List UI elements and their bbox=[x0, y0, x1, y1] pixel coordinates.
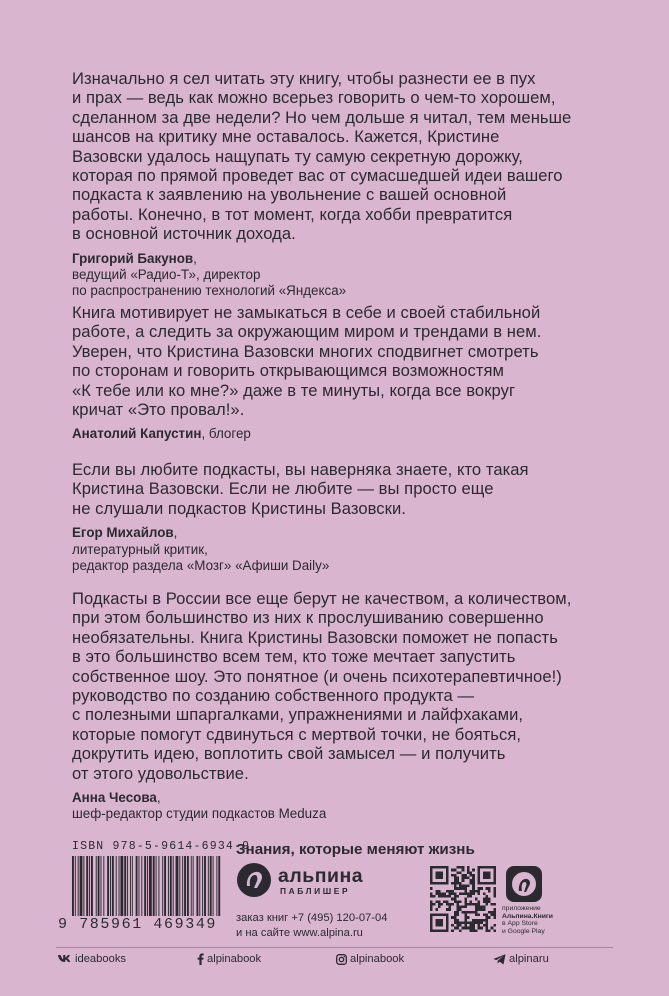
alpina-books-app-icon bbox=[506, 866, 542, 902]
social-facebook[interactable] bbox=[197, 953, 261, 965]
author-name: Егор Михайлов bbox=[72, 525, 174, 541]
alpina-logo-icon bbox=[236, 862, 272, 898]
social-handle: alpinabook bbox=[350, 953, 405, 965]
app-line: в App Store bbox=[502, 920, 538, 928]
review-bakunov bbox=[72, 69, 600, 300]
quote-line: работы. Конечно, в тот момент, когда хобби превратится bbox=[72, 204, 513, 224]
quote-line: сделанном за две недели? Но чем дольше я читал, тем меньше bbox=[72, 107, 572, 127]
review-author bbox=[72, 790, 600, 823]
review-kapustin bbox=[72, 303, 600, 443]
quote-line: подкаста к заявлению на увольнение с вашей основной bbox=[72, 185, 507, 205]
review-quote bbox=[72, 589, 600, 783]
quote-line: Изначально я сел читать эту книгу, чтобы разнести ее в пух bbox=[72, 69, 536, 88]
quote-line: и прах — ведь как можно всерьез говорить о чем-то хорошем, bbox=[72, 88, 556, 108]
publisher-logo bbox=[236, 862, 396, 904]
author-name: Григорий Бакунов bbox=[72, 250, 194, 266]
quote-line: необязательны. Книга Кристины Вазовски поможет не попасть bbox=[72, 627, 558, 647]
quote-line: кричат «Это провал!». bbox=[72, 400, 245, 420]
app-line: приложение bbox=[502, 905, 541, 912]
author-role: , блогер bbox=[201, 426, 251, 442]
review-quote bbox=[72, 303, 600, 419]
order-info bbox=[236, 911, 387, 940]
social-handle: ideabooks bbox=[75, 953, 127, 965]
quote-line: докрутить идею, воплотить свой замысел — и получить bbox=[72, 744, 506, 764]
author-name: Анна Чесова bbox=[72, 790, 157, 806]
barcode-number: 9 785961 469349 bbox=[58, 916, 218, 933]
review-author bbox=[72, 525, 600, 574]
quote-line: шансов на критику мне оставалось. Кажется, Кристине bbox=[72, 127, 500, 147]
quote-line: в основной источник дохода. bbox=[72, 224, 296, 244]
app-line: и Google Play bbox=[502, 927, 545, 935]
app-name: Альпина.Книги bbox=[502, 912, 553, 920]
order-site[interactable]: и на сайте www.alpina.ru bbox=[236, 926, 363, 939]
quote-line: работе, а следить за окружающим миром и трендами в нем. bbox=[72, 322, 542, 342]
quote-line: Подкасты в России все еще берут не качеством, а количеством, bbox=[72, 589, 572, 608]
social-handle: alpinaru bbox=[509, 953, 549, 965]
quote-line: Книга мотивирует не замыкаться в себе и своей стабильной bbox=[72, 303, 541, 322]
author-role: редактор раздела «Мозг» «Афиши Daily» bbox=[72, 557, 330, 573]
author-role: по распространению технологий «Яндекса» bbox=[72, 283, 347, 299]
quote-line: Если вы любите подкасты, вы наверняка знаете, кто такая bbox=[72, 460, 529, 479]
review-quote bbox=[72, 460, 600, 518]
publisher-name: альпина bbox=[278, 865, 364, 887]
quote-line: Кристина Вазовски. Если не любите — вы просто еще bbox=[72, 479, 494, 499]
quote-line: с полезными шпаргалками, упражнениями и лайфхаками, bbox=[72, 705, 524, 725]
quote-line: Вазовски удалось нащупать ту самую секретную дорожку, bbox=[72, 146, 523, 166]
qr-code bbox=[430, 866, 496, 932]
quote-line: руководство по созданию собственного продукта — bbox=[72, 686, 475, 706]
quote-line: собственное шоу. Это понятное (и очень психотерапевтичное!) bbox=[72, 666, 562, 686]
author-role: , bbox=[173, 525, 178, 541]
author-role: литературный критик, bbox=[72, 541, 208, 557]
app-promo bbox=[502, 905, 558, 935]
facebook-icon bbox=[197, 953, 204, 965]
author-role: , bbox=[156, 790, 161, 806]
quote-line: при этом большинство из них к прослушиванию совершенно bbox=[72, 608, 544, 628]
author-role: , bbox=[193, 250, 197, 266]
quote-line: не слушали подкастов Кристины Вазовски. bbox=[72, 498, 406, 518]
review-quote bbox=[72, 69, 600, 244]
author-role: шеф-редактор студии подкастов Meduza bbox=[72, 806, 327, 822]
social-vk[interactable] bbox=[58, 953, 126, 965]
quote-line: в это большинство всем тем, кто тоже мечтает запустить bbox=[72, 647, 516, 667]
order-phone: заказ книг +7 (495) 120-07-04 bbox=[236, 912, 388, 924]
barcode bbox=[72, 856, 222, 916]
quote-line: по сторонам и говорить открывающимся возможностям bbox=[72, 361, 505, 381]
author-name: Анатолий Капустин bbox=[72, 426, 202, 442]
quote-line: которые помогут сдвинуться с мертвой точки, не бояться, bbox=[72, 724, 522, 744]
divider bbox=[56, 947, 613, 948]
telegram-icon bbox=[493, 954, 506, 965]
quote-line: «К тебе или ко мне?» даже в те минуты, когда все вокруг bbox=[72, 380, 516, 400]
social-handle: alpinabook bbox=[207, 953, 262, 965]
review-author bbox=[72, 251, 600, 300]
publisher-sub: ПАБЛИШЕР bbox=[280, 886, 351, 896]
social-instagram[interactable] bbox=[336, 953, 404, 965]
quote-line: которая по прямой проведет вас от сумасшедшей идеи вашего bbox=[72, 166, 563, 186]
review-mikhailov bbox=[72, 460, 600, 574]
review-author bbox=[72, 426, 600, 442]
vk-icon bbox=[58, 954, 72, 964]
review-chesova bbox=[72, 589, 600, 823]
instagram-icon bbox=[336, 954, 347, 965]
isbn-label: ISBN 978-5-9614-6934-9 bbox=[72, 840, 251, 853]
quote-line: Уверен, что Кристина Вазовски многих сподвигнет смотреть bbox=[72, 341, 539, 361]
author-role: ведущий «Радио-Т», директор bbox=[72, 266, 261, 282]
quote-line: от этого удовольствие. bbox=[72, 763, 249, 783]
publisher-tagline: Знания, которые меняют жизнь bbox=[236, 841, 475, 858]
social-telegram[interactable] bbox=[493, 953, 549, 965]
